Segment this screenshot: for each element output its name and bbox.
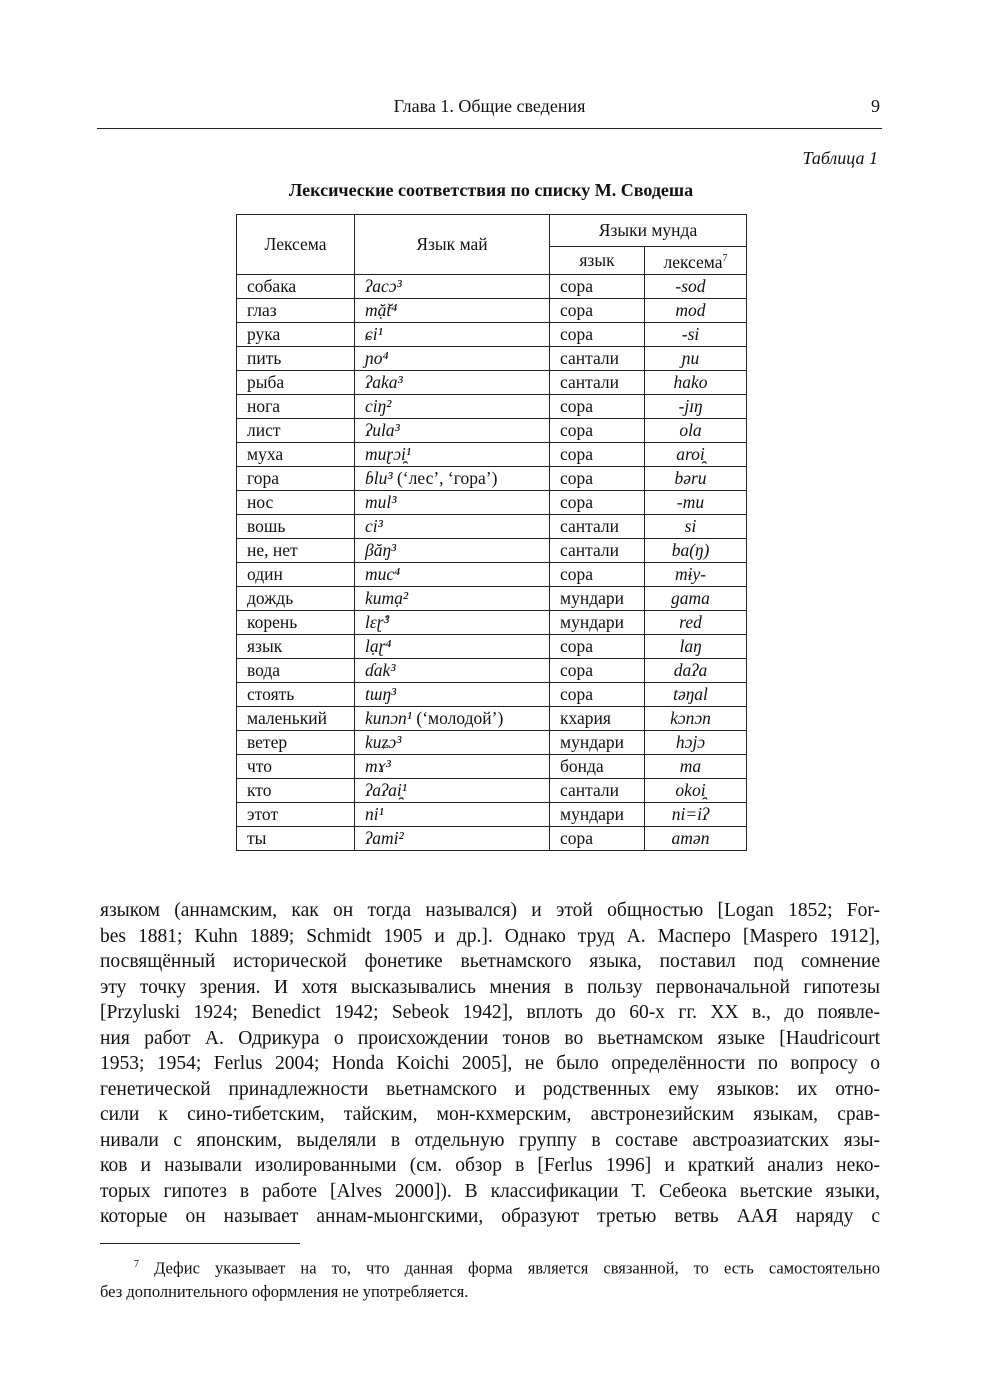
table-row bbox=[237, 490, 747, 514]
mai-form: βăŋ³ bbox=[365, 539, 397, 560]
body-line: ния работ А. Одрикура о происхождении тонов во вьетнамском языке [Haudricourt bbox=[100, 1027, 880, 1049]
table-row bbox=[237, 514, 747, 538]
cell-munda-form: ma bbox=[645, 754, 747, 778]
body-line: посвящённый исторической фонетике вьетнамского языка, поставил под сомнение bbox=[100, 951, 880, 972]
footnote-ref: 7 bbox=[722, 253, 728, 264]
cell-mai bbox=[355, 658, 550, 682]
cell-munda-language: сора bbox=[550, 562, 645, 586]
cell-munda-language: сора bbox=[550, 490, 645, 514]
cell-lexeme: лист bbox=[237, 418, 355, 442]
table-row bbox=[237, 634, 747, 658]
cell-munda-language: сантали bbox=[550, 514, 645, 538]
cell-lexeme: стоять bbox=[237, 682, 355, 706]
table-row bbox=[237, 442, 747, 466]
cell-lexeme: дождь bbox=[237, 586, 355, 610]
chapter-title: Глава 1. Общие сведения bbox=[393, 96, 586, 116]
cell-lexeme: нос bbox=[237, 490, 355, 514]
table-row bbox=[237, 346, 747, 370]
footnote-mark: 7 bbox=[134, 1259, 139, 1270]
cell-munda-form: aroi̯ bbox=[645, 442, 747, 466]
cell-munda-language: кхария bbox=[550, 706, 645, 730]
cell-munda-language: сантали bbox=[550, 346, 645, 370]
cell-mai bbox=[355, 466, 550, 490]
cell-munda-language: сора bbox=[550, 466, 645, 490]
table-row bbox=[237, 610, 747, 634]
mai-form: kuʑɔ³ bbox=[365, 731, 402, 752]
cell-munda-form: bəru bbox=[645, 466, 747, 490]
cell-mai bbox=[355, 778, 550, 802]
header-mai: Язык май bbox=[355, 215, 550, 275]
cell-munda-form: mod bbox=[645, 298, 747, 322]
cell-lexeme: собака bbox=[237, 274, 355, 298]
page-number: 9 bbox=[871, 96, 880, 116]
cell-munda-form: ba(ŋ) bbox=[645, 538, 747, 562]
table-row bbox=[237, 418, 747, 442]
table-row bbox=[237, 706, 747, 730]
cell-munda-language: бонда bbox=[550, 754, 645, 778]
cell-munda-form: təŋal bbox=[645, 682, 747, 706]
cell-mai bbox=[355, 538, 550, 562]
cell-lexeme: ветер bbox=[237, 730, 355, 754]
cell-mai bbox=[355, 610, 550, 634]
body-line: языком (аннамским, как он тогда назывался) и этой общностью [Logan 1852; For- bbox=[100, 900, 880, 921]
mai-form: ʔacɔ³ bbox=[365, 275, 402, 296]
cell-munda-form: okoi̯ bbox=[645, 778, 747, 802]
cell-munda-language: сора bbox=[550, 274, 645, 298]
body-line: генетической принадлежности вьетнамского и родственных ему языков: их отно- bbox=[100, 1078, 880, 1100]
cell-munda-language: сора bbox=[550, 682, 645, 706]
cell-lexeme: не, нет bbox=[237, 538, 355, 562]
table-row bbox=[237, 754, 747, 778]
cell-munda-language: мундари bbox=[550, 610, 645, 634]
cell-munda-form: gama bbox=[645, 586, 747, 610]
cell-munda-language: мундари bbox=[550, 802, 645, 826]
cell-munda-form: ola bbox=[645, 418, 747, 442]
table-row bbox=[237, 562, 747, 586]
cell-mai bbox=[355, 562, 550, 586]
cell-mai bbox=[355, 370, 550, 394]
table-row bbox=[237, 682, 747, 706]
cell-lexeme: корень bbox=[237, 610, 355, 634]
cell-munda-form: hɔjɔ bbox=[645, 730, 747, 754]
cell-lexeme: ты bbox=[237, 826, 355, 850]
table-row bbox=[237, 826, 747, 850]
cell-mai bbox=[355, 322, 550, 346]
cell-munda-language: мундари bbox=[550, 586, 645, 610]
cell-lexeme: муха bbox=[237, 442, 355, 466]
cell-munda-language: сантали bbox=[550, 538, 645, 562]
table-row bbox=[237, 394, 747, 418]
mai-gloss: (‘молодой’) bbox=[412, 707, 504, 728]
cell-mai bbox=[355, 706, 550, 730]
cell-lexeme: вошь bbox=[237, 514, 355, 538]
cell-munda-form: -sod bbox=[645, 274, 747, 298]
table-row bbox=[237, 466, 747, 490]
body-line: [Przyluski 1924; Benedict 1942; Sebeok 1942], вплоть до 60-х гг. XX в., до появле- bbox=[100, 1002, 880, 1023]
mai-form: ʔula³ bbox=[365, 419, 400, 440]
body-line: нивали с японским, выделяли в отдельную группу в составе австроазиатских язы- bbox=[100, 1129, 880, 1151]
cell-mai bbox=[355, 442, 550, 466]
footnote-line: без дополнительного оформления не употребляется. bbox=[100, 1281, 469, 1301]
cell-munda-language: сантали bbox=[550, 778, 645, 802]
cell-lexeme: гора bbox=[237, 466, 355, 490]
table-row bbox=[237, 658, 747, 682]
cell-munda-form: -jɪŋ bbox=[645, 394, 747, 418]
table-row bbox=[237, 538, 747, 562]
cell-mai bbox=[355, 634, 550, 658]
cell-munda-language: сора bbox=[550, 322, 645, 346]
table-row bbox=[237, 370, 747, 394]
cell-lexeme: нога bbox=[237, 394, 355, 418]
mai-gloss: (‘лес’, ‘гора’) bbox=[392, 467, 498, 488]
body-line: bes 1881; Kuhn 1889; Schmidt 1905 и др.]. Однако труд А. Масперо [Maspero 1912], bbox=[100, 925, 880, 947]
cell-mai bbox=[355, 682, 550, 706]
body-line: торых гипотез в работе [Alves 2000]). В классификации Т. Себеока вьетские языки, bbox=[100, 1180, 880, 1202]
body-line: ков и называли изолированными (см. обзор в [Ferlus 1996] и краткий анализ неко- bbox=[100, 1155, 880, 1176]
body-line: эту точку зрения. И хотя высказывались мнения в пользу первоначальной гипотезы bbox=[100, 976, 880, 998]
table-row bbox=[237, 586, 747, 610]
cell-munda-language: сантали bbox=[550, 370, 645, 394]
cell-munda-language: сора bbox=[550, 418, 645, 442]
cell-lexeme: этот bbox=[237, 802, 355, 826]
cell-munda-form: kɔnɔn bbox=[645, 706, 747, 730]
cell-mai bbox=[355, 586, 550, 610]
cell-munda-language: сора bbox=[550, 442, 645, 466]
table-row bbox=[237, 322, 747, 346]
mai-form: muɽɔi̯¹ bbox=[365, 443, 412, 464]
mai-form: ɲo⁴ bbox=[365, 347, 389, 368]
cell-munda-form: daʔa bbox=[645, 658, 747, 682]
cell-munda-language: сора bbox=[550, 298, 645, 322]
cell-munda-form: si bbox=[645, 514, 747, 538]
mai-form: ni¹ bbox=[365, 803, 384, 824]
cell-munda-form: hako bbox=[645, 370, 747, 394]
cell-munda-form: amən bbox=[645, 826, 747, 850]
cell-lexeme: язык bbox=[237, 634, 355, 658]
cell-lexeme: что bbox=[237, 754, 355, 778]
cell-mai bbox=[355, 802, 550, 826]
mai-form: lɛɽ̊³ bbox=[365, 611, 389, 632]
footnote-text: Дефис указывает на то, что данная форма является связанной, то есть самостоятельно bbox=[139, 1258, 880, 1278]
table-caption: Лексические соответствия по списку М. Сводеша bbox=[288, 180, 694, 200]
cell-mai bbox=[355, 394, 550, 418]
footnote bbox=[100, 1253, 880, 1303]
cell-lexeme: рыба bbox=[237, 370, 355, 394]
cell-munda-language: сора bbox=[550, 658, 645, 682]
cell-munda-language: сора bbox=[550, 394, 645, 418]
mai-form: ɗak³ bbox=[365, 659, 396, 680]
cell-lexeme: вода bbox=[237, 658, 355, 682]
cell-munda-form: mɨy- bbox=[645, 562, 747, 586]
cell-munda-language: мундари bbox=[550, 730, 645, 754]
cell-munda-form: red bbox=[645, 610, 747, 634]
mai-form: ʔami² bbox=[365, 827, 404, 848]
cell-mai bbox=[355, 490, 550, 514]
cell-lexeme: маленький bbox=[237, 706, 355, 730]
mai-form: kumạ² bbox=[365, 587, 409, 608]
cell-mai bbox=[355, 754, 550, 778]
table-row bbox=[237, 778, 747, 802]
mai-form: tɯŋ³ bbox=[365, 683, 397, 704]
header-munda-lexeme-text: лексема bbox=[663, 251, 723, 272]
cell-lexeme: один bbox=[237, 562, 355, 586]
mai-form: mɤ³ bbox=[365, 755, 391, 776]
footnote-rule bbox=[100, 1243, 300, 1244]
header-munda: Языки мунда bbox=[550, 215, 747, 247]
table-label: Таблица 1 bbox=[802, 148, 878, 168]
cell-munda-form: ni=iʔ bbox=[645, 802, 747, 826]
body-line: сили к сино-тибетским, тайским, мон-кхмерским, австронезийским языкам, срав- bbox=[100, 1104, 880, 1125]
cell-mai bbox=[355, 346, 550, 370]
header-munda-lexeme bbox=[645, 247, 747, 275]
mai-form: ʔaka³ bbox=[365, 371, 403, 392]
cell-mai bbox=[355, 514, 550, 538]
table-row bbox=[237, 802, 747, 826]
mai-form: mặ̆t⁴ bbox=[365, 299, 398, 320]
running-head bbox=[97, 96, 882, 120]
cell-mai bbox=[355, 274, 550, 298]
mai-form: ɓlu³ bbox=[365, 467, 393, 488]
mai-form: muc⁴ bbox=[365, 563, 401, 584]
cell-lexeme: рука bbox=[237, 322, 355, 346]
cell-mai bbox=[355, 418, 550, 442]
header-rule bbox=[97, 128, 882, 129]
table-row bbox=[237, 298, 747, 322]
body-line: 1953; 1954; Ferlus 2004; Honda Koichi 2005], не было определённости по вопросу о bbox=[100, 1053, 880, 1074]
footnote-line bbox=[100, 1253, 880, 1280]
cell-munda-form: laŋ bbox=[645, 634, 747, 658]
cell-munda-language: сора bbox=[550, 826, 645, 850]
cell-munda-form: -mu bbox=[645, 490, 747, 514]
cell-munda-form: ɲu bbox=[645, 346, 747, 370]
header-lexeme: Лексема bbox=[237, 215, 355, 275]
mai-form: ɕi¹ bbox=[365, 323, 383, 344]
mai-form: kunɔn¹ bbox=[365, 707, 413, 728]
body-paragraph bbox=[100, 898, 880, 1230]
cell-munda-language: сора bbox=[550, 634, 645, 658]
cell-lexeme: пить bbox=[237, 346, 355, 370]
body-line: которые он называет аннам-мыонгскими, образуют третью ветвь ААЯ наряду с bbox=[100, 1206, 880, 1227]
lexical-correspondence-table bbox=[236, 214, 747, 851]
mai-form: ci³ bbox=[365, 515, 383, 536]
cell-mai bbox=[355, 730, 550, 754]
cell-lexeme: кто bbox=[237, 778, 355, 802]
table-row bbox=[237, 730, 747, 754]
table-row bbox=[237, 274, 747, 298]
mai-form: ciŋ² bbox=[365, 395, 392, 416]
header-munda-language: язык bbox=[550, 247, 645, 275]
cell-munda-form: -si bbox=[645, 322, 747, 346]
cell-lexeme: глаз bbox=[237, 298, 355, 322]
cell-mai bbox=[355, 826, 550, 850]
cell-mai bbox=[355, 298, 550, 322]
mai-form: mul³ bbox=[365, 491, 397, 512]
mai-form: lạɽ⁴ bbox=[365, 635, 392, 656]
mai-form: ʔaʔai̯¹ bbox=[365, 779, 407, 800]
